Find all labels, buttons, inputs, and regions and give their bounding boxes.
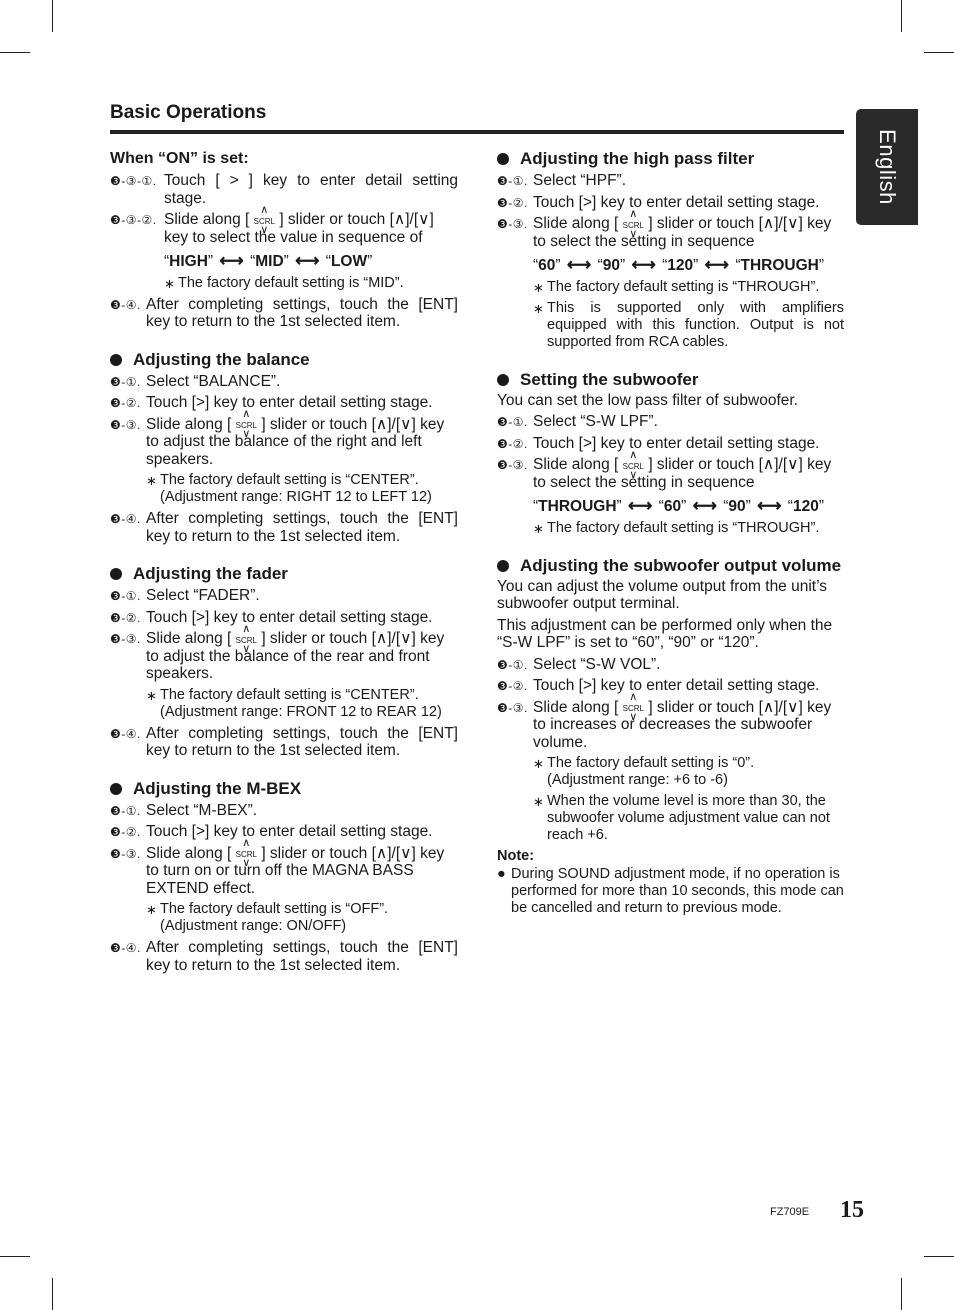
subwoofer-step-1: ❸-①. Select “S-W LPF”.: [497, 413, 658, 430]
scrl-slider-icon: ∧ SCRL ∨: [231, 846, 261, 860]
note-bullet: ● During SOUND adjustment mode, if no operation is performed for more than 10 seconds, this mode can be cancelled and return to previous mode.: [497, 865, 844, 916]
mbex-note: ∗ The factory default setting is “OFF”. (Adjustment range: ON/OFF): [146, 901, 389, 934]
mbex-heading: Adjusting the M-BEX: [110, 780, 458, 798]
mbex-step-1: ❸-①. Select “M-BEX”.: [110, 801, 258, 819]
subwoofer-volume-intro-2: This adjustment can be performed only when the “S-W LPF” is set to “60”, “90” or “120”.: [497, 616, 833, 651]
on-set-note: ∗ The factory default setting is “MID”.: [164, 274, 404, 291]
hpf-note-2: ∗ This is supported only with amplifiers equipped with this function. Output is not supported from RCA cables.: [533, 299, 844, 350]
scrl-slider-icon: ∧ SCRL ∨: [231, 632, 261, 646]
hpf-step-3: ❸-③. Slide along [∧ SCRL ∨ ] slider or touch [∧]/[∨] key to select the setting in sequence: [497, 215, 844, 250]
bidirectional-arrow-icon: ⟷: [757, 496, 782, 515]
subwoofer-step-3: ❸-③. Slide along [∧ SCRL ∨ ] slider or touch [∧]/[∨] key to select the setting in sequence: [497, 456, 844, 491]
fader-step-4: ❸-④. After completing settings, touch the [ENT] key to return to the 1st selected item.: [110, 724, 458, 759]
subwoofer-volume-step-2: ❸-②. Touch [>] key to enter detail setting stage.: [497, 677, 820, 694]
balance-heading: Adjusting the balance: [110, 351, 458, 369]
bidirectional-arrow-icon: ⟷: [295, 251, 320, 270]
balance-note: ∗ The factory default setting is “CENTER”. (Adjustment range: RIGHT 12 to LEFT 12): [146, 472, 432, 505]
subwoofer-heading: Setting the subwoofer: [497, 371, 844, 389]
crop-mark: [901, 1278, 902, 1310]
hpf-step-1: ❸-①. Select “HPF”.: [497, 172, 627, 189]
crop-mark: [924, 52, 954, 53]
hpf-note-1: ∗ The factory default setting is “THROUGH”.: [533, 278, 820, 295]
title-rule: [110, 130, 844, 134]
mbex-step-3: ❸-③. Slide along [∧ SCRL ∨ ] slider or touch [∧]/[∨] key to turn on or turn off the MAGNA BASS EXTEND effect.: [110, 845, 458, 898]
fader-heading: Adjusting the fader: [110, 565, 458, 583]
bullet-icon: [497, 153, 509, 165]
subwoofer-sequence: “THROUGH” ⟷ “60” ⟷ “90” ⟷ “120”: [533, 496, 825, 515]
scrl-slider-icon: ∧ SCRL ∨: [231, 417, 261, 431]
crop-mark: [924, 1256, 954, 1257]
hpf-sequence: “60” ⟷ “90” ⟷ “120” ⟷ “THROUGH”: [533, 255, 825, 274]
subwoofer-volume-note-1: ∗ The factory default setting is “0”. (Adjustment range: +6 to -6): [533, 755, 755, 788]
scrl-slider-icon: ∧ SCRL ∨: [618, 217, 648, 231]
fader-note: ∗ The factory default setting is “CENTER”. (Adjustment range: FRONT 12 to REAR 12): [146, 686, 442, 720]
bidirectional-arrow-icon: ⟷: [566, 255, 592, 274]
bullet-icon: [497, 560, 509, 572]
section-title: Basic Operations: [110, 102, 267, 123]
bidirectional-arrow-icon: ⟷: [692, 496, 717, 515]
note-heading: Note:: [497, 848, 535, 864]
hpf-step-2: ❸-②. Touch [>] key to enter detail setting stage.: [497, 193, 820, 211]
scrl-slider-icon: ∧ SCRL ∨: [249, 213, 279, 227]
on-set-heading: When “ON” is set:: [110, 150, 249, 167]
on-set-step-2: ❸-③-②. Slide along [∧ SCRL ∨ ] slider or touch [∧]/[∨] key to select the value in sequence of: [110, 211, 458, 246]
crop-mark: [901, 0, 902, 32]
crop-mark: [0, 1256, 30, 1257]
bullet-icon: [110, 354, 122, 366]
left-column: [110, 150, 458, 978]
scrl-slider-icon: ∧ SCRL ∨: [618, 458, 648, 472]
subwoofer-volume-step-1: ❸-①. Select “S-W VOL”.: [497, 655, 661, 673]
model-code: FZ709E: [770, 1206, 810, 1218]
subwoofer-volume-step-3: ❸-③. Slide along [∧ SCRL ∨ ] slider or touch [∧]/[∨] key to increases or decreases the subwoofer volume.: [497, 699, 844, 752]
subwoofer-note: ∗ The factory default setting is “THROUGH”.: [533, 519, 820, 536]
crop-mark: [52, 0, 53, 32]
scrl-slider-icon: ∧ SCRL ∨: [618, 700, 648, 714]
on-set-step-1: ❸-③-①. Touch [ > ] key to enter detail setting stage.: [110, 172, 458, 207]
subwoofer-step-2: ❸-②. Touch [>] key to enter detail setting stage.: [497, 434, 820, 452]
subwoofer-intro: You can set the low pass filter of subwoofer.: [497, 391, 798, 409]
right-column: [497, 150, 844, 917]
balance-step-1: ❸-①. Select “BALANCE”.: [110, 372, 281, 390]
balance-step-3: ❸-③. Slide along [∧ SCRL ∨ ] slider or touch [∧]/[∨] key to adjust the balance of the right and left speakers.: [110, 416, 458, 469]
crop-mark: [52, 1278, 53, 1310]
fader-step-3: ❸-③. Slide along [∧ SCRL ∨ ] slider or touch [∧]/[∨] key to adjust the balance of the rear and front speakers.: [110, 630, 458, 683]
bullet-icon: [110, 568, 122, 580]
language-tab-label: English: [875, 129, 900, 205]
subwoofer-volume-note-2: ∗ When the volume level is more than 30, the subwoofer volume adjustment value can not reach +6.: [533, 793, 830, 843]
crop-mark: [0, 52, 30, 53]
bidirectional-arrow-icon: ⟷: [219, 251, 244, 270]
bullet-icon: [110, 783, 122, 795]
subwoofer-volume-heading: Adjusting the subwoofer output volume: [497, 557, 844, 575]
hpf-heading: Adjusting the high pass filter: [497, 150, 844, 168]
mbex-step-4: ❸-④. After completing settings, touch the [ENT] key to return to the 1st selected item.: [110, 939, 458, 974]
bullet-icon: [497, 374, 509, 386]
subwoofer-volume-intro: You can adjust the volume output from the unit’s subwoofer output terminal.: [497, 577, 828, 612]
language-tab: [856, 109, 918, 225]
bidirectional-arrow-icon: ⟷: [704, 255, 730, 274]
mbex-step-2: ❸-②. Touch [>] key to enter detail setting stage.: [110, 823, 433, 840]
balance-step-2: ❸-②. Touch [>] key to enter detail setting stage.: [110, 394, 433, 411]
bidirectional-arrow-icon: ⟷: [631, 255, 656, 274]
bidirectional-arrow-icon: ⟷: [628, 496, 653, 515]
fader-step-1: ❸-①. Select “FADER”.: [110, 587, 260, 604]
on-set-sequence: “HIGH” ⟷ “MID” ⟷ “LOW”: [164, 251, 373, 270]
balance-step-4: ❸-④. After completing settings, touch the [ENT] key to return to the 1st selected item.: [110, 510, 458, 545]
on-set-step-4: ❸-④. After completing settings, touch the [ENT] key to return to the 1st selected item.: [110, 295, 458, 330]
page-number: 15: [840, 1197, 864, 1223]
fader-step-2: ❸-②. Touch [>] key to enter detail setting stage.: [110, 608, 433, 626]
